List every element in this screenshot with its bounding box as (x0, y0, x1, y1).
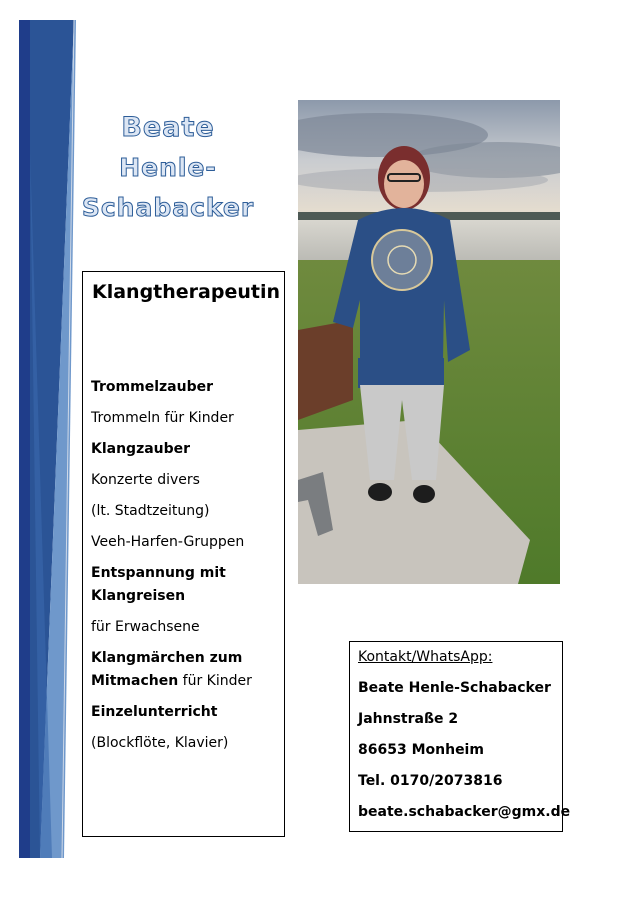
service-item (91, 531, 283, 554)
service-item (91, 438, 283, 461)
service-item-label: Trommeln für Kinder (91, 410, 234, 426)
service-item-label: (lt. Stadtzeitung) (91, 503, 210, 519)
service-item (91, 732, 283, 755)
service-item (91, 407, 283, 430)
service-item-suffix: für Kinder (178, 673, 252, 689)
contact-street: Jahnstraße 2 (358, 711, 459, 727)
contact-name: Beate Henle-Schabacker (358, 680, 551, 696)
services-box (82, 271, 285, 837)
contact-box (349, 641, 571, 832)
contact-city: 86653 Monheim (358, 742, 484, 758)
contact-email[interactable]: beate.schabacker@gmx.de (358, 804, 571, 820)
service-item-label: Einzelunterricht (91, 704, 218, 720)
portrait-photo-illustration (298, 100, 560, 584)
name-title (78, 108, 258, 228)
service-item-label: (Blockflöte, Klavier) (91, 735, 229, 751)
service-item-label: Konzerte divers (91, 472, 200, 488)
services-title: Klangtherapeutin (92, 281, 281, 303)
service-item-label: Klangmärchen zum Mitmachen (91, 650, 243, 689)
service-item-label: Trommelzauber (91, 379, 213, 395)
service-item (91, 500, 283, 523)
portrait-photo (298, 100, 560, 584)
service-item-label: Veeh-Harfen-Gruppen (91, 534, 245, 550)
service-item (91, 701, 283, 724)
service-item (91, 616, 283, 639)
service-item-label: Klangzauber (91, 441, 191, 457)
name-line-2: Henle- (119, 153, 217, 182)
services-list (91, 376, 283, 763)
name-line-3: Schabacker (81, 193, 255, 222)
name-line-1: Beate (121, 112, 215, 143)
contact-heading: Kontakt/WhatsApp: (358, 649, 493, 665)
service-item (91, 469, 283, 492)
decorative-side-band (0, 0, 90, 900)
service-item (91, 562, 283, 608)
service-item (91, 647, 283, 693)
contact-phone[interactable]: Tel. 0170/2073816 (358, 773, 503, 789)
service-item-label: für Erwachsene (91, 619, 200, 635)
service-item (91, 376, 283, 399)
service-item-label: Entspannung mit Klangreisen (91, 565, 226, 604)
